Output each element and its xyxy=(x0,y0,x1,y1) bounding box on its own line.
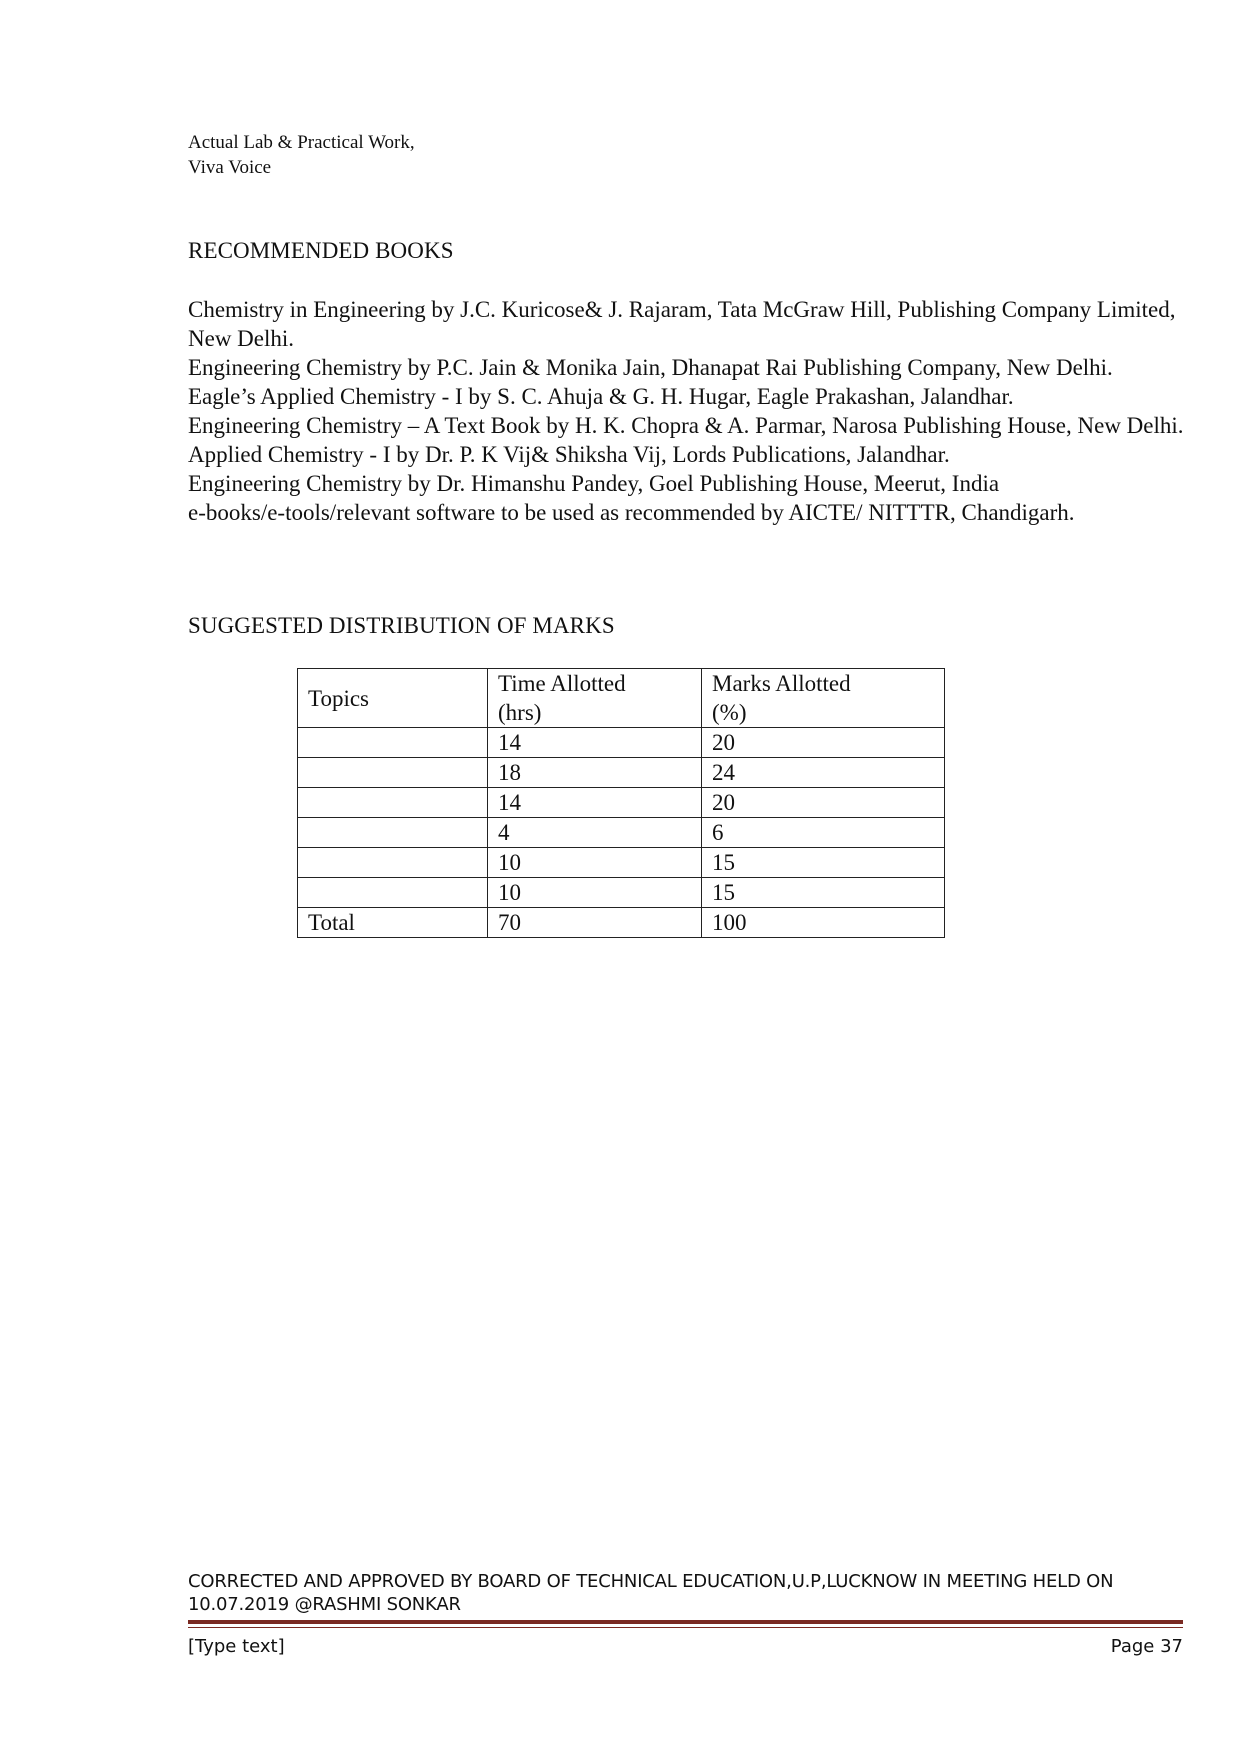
top-note-line: Actual Lab & Practical Work, xyxy=(188,132,415,153)
table-row xyxy=(298,818,945,848)
top-note-line: Viva Voice xyxy=(188,157,272,178)
recommended-books-heading: RECOMMENDED BOOKS xyxy=(188,238,454,263)
header-time-allotted xyxy=(488,669,702,728)
table-row xyxy=(298,788,945,818)
book-entry: e-books/e-tools/relevant software to be used as recommended by AICTE/ NITTTR, Chandigarh. xyxy=(188,500,1075,525)
table-header-row xyxy=(298,669,945,728)
marks-cell: 15 xyxy=(702,848,945,878)
book-entry: Eagle’s Applied Chemistry - I by S. C. Ahuja & G. H. Hugar, Eagle Prakashan, Jalandhar. xyxy=(188,384,1014,409)
footer-divider-thin xyxy=(188,1627,1183,1628)
table-row xyxy=(298,728,945,758)
recommended-books-list xyxy=(188,295,1188,527)
topic-cell: Total xyxy=(298,908,488,938)
topic-cell xyxy=(298,788,488,818)
book-entry: Engineering Chemistry by Dr. Himanshu Pandey, Goel Publishing House, Meerut, India xyxy=(188,471,1000,496)
table-row xyxy=(298,878,945,908)
topic-cell xyxy=(298,728,488,758)
header-topics: Topics xyxy=(298,669,488,728)
time-cell: 14 xyxy=(488,728,702,758)
marks-distribution-table xyxy=(297,668,945,938)
marks-cell: 20 xyxy=(702,728,945,758)
topic-cell xyxy=(298,878,488,908)
top-notes xyxy=(188,130,415,180)
book-entry: Applied Chemistry - I by Dr. P. K Vij& Shiksha Vij, Lords Publications, Jalandhar. xyxy=(188,442,950,467)
time-cell: 14 xyxy=(488,788,702,818)
time-cell: 10 xyxy=(488,848,702,878)
header-time-line1: Time Allotted xyxy=(498,671,626,696)
time-cell: 70 xyxy=(488,908,702,938)
footer-approval-note: CORRECTED AND APPROVED BY BOARD OF TECHNICAL EDUCATION,U.P,LUCKNOW IN MEETING HELD ON 10.07.2019 @RASHMI SONKAR xyxy=(188,1571,1114,1615)
table-row xyxy=(298,848,945,878)
marks-cell: 6 xyxy=(702,818,945,848)
marks-cell: 100 xyxy=(702,908,945,938)
header-time-line2: (hrs) xyxy=(498,700,542,725)
book-entry: Engineering Chemistry – A Text Book by H. K. Chopra & A. Parmar, Narosa Publishing House, New Delhi. xyxy=(188,413,1184,438)
topic-cell xyxy=(298,818,488,848)
time-cell: 18 xyxy=(488,758,702,788)
page-number: Page 37 xyxy=(1110,1636,1183,1657)
time-cell: 10 xyxy=(488,878,702,908)
footer-placeholder-text: [Type text] xyxy=(188,1636,285,1657)
marks-cell: 20 xyxy=(702,788,945,818)
marks-distribution-heading: SUGGESTED DISTRIBUTION OF MARKS xyxy=(188,613,615,638)
marks-cell: 24 xyxy=(702,758,945,788)
book-entry: Chemistry in Engineering by J.C. Kuricose& J. Rajaram, Tata McGraw Hill, Publishing Company Limited, New Delhi. xyxy=(188,297,1176,351)
topic-cell xyxy=(298,758,488,788)
header-marks-line1: Marks Allotted xyxy=(712,671,851,696)
topic-cell xyxy=(298,848,488,878)
header-marks-line2: (%) xyxy=(712,700,747,725)
table-row xyxy=(298,758,945,788)
table-total-row xyxy=(298,908,945,938)
header-marks-allotted xyxy=(702,669,945,728)
time-cell: 4 xyxy=(488,818,702,848)
marks-cell: 15 xyxy=(702,878,945,908)
book-entry: Engineering Chemistry by P.C. Jain & Monika Jain, Dhanapat Rai Publishing Company, New Delhi. xyxy=(188,355,1113,380)
footer-divider xyxy=(188,1620,1183,1624)
